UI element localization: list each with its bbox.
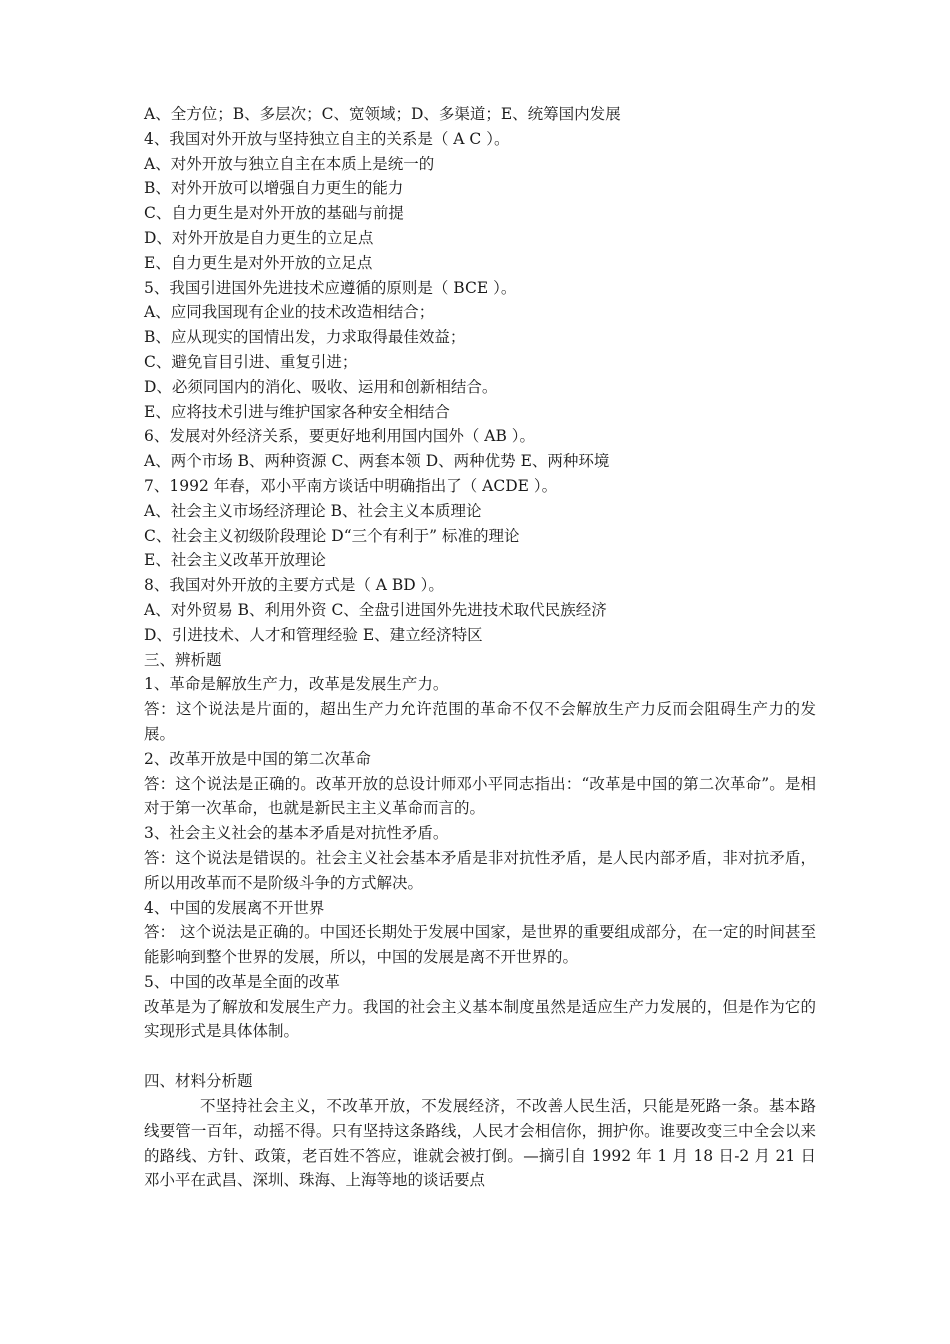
material-analysis-section bbox=[144, 1069, 816, 1193]
option-line: B、对外开放可以增强自力更生的能力 bbox=[144, 179, 404, 198]
section-3-heading: 三、辨析题 bbox=[144, 650, 222, 669]
analysis-answer-1: 答：这个说法是片面的，超出生产力允许范围的革命不仅不会解放生产力反而会阻碍生产力的发展。 bbox=[144, 700, 816, 743]
analysis-title-2: 2、改革开放是中国的第二次革命 bbox=[144, 749, 371, 768]
analysis-answer-3: 答：这个说法是错误的。社会主义社会基本矛盾是非对抗性矛盾，是人民内部矛盾，非对抗矛盾，所以用改革而不是阶级斗争的方式解决。 bbox=[144, 848, 816, 892]
analysis-title-3: 3、社会主义社会的基本矛盾是对抗性矛盾。 bbox=[144, 824, 449, 843]
question-6: 6、发展对外经济关系，要更好地利用国内国外（ AB ）。 bbox=[144, 427, 536, 446]
option-line: C、避免盲目引进、重复引进； bbox=[144, 352, 358, 371]
option-line: C、社会主义初级阶段理论 D“三个有利于” 标准的理论 bbox=[144, 526, 520, 545]
analysis-title-1: 1、革命是解放生产力，改革是发展生产力。 bbox=[144, 675, 449, 694]
spacer bbox=[144, 1044, 816, 1069]
analysis-title-4: 4、中国的发展离不开世界 bbox=[144, 898, 325, 917]
option-line: E、应将技术引进与维护国家各种安全相结合 bbox=[144, 402, 450, 421]
option-line: A、应同我国现有企业的技术改造相结合； bbox=[144, 303, 435, 322]
question-block bbox=[144, 102, 816, 697]
analysis-block bbox=[144, 697, 816, 1044]
option-line: B、应从现实的国情出发，力求取得最佳效益； bbox=[144, 328, 466, 347]
question-5: 5、我国引进国外先进技术应遵循的原则是（ BCE ）。 bbox=[144, 278, 517, 297]
option-line: A、社会主义市场经济理论 B、社会主义本质理论 bbox=[144, 501, 482, 520]
option-line: D、必须同国内的消化、吸收、运用和创新相结合。 bbox=[144, 377, 498, 396]
options-line-q3: A、全方位；B、多层次；C、宽领域；D、多渠道；E、统筹国内发展 bbox=[144, 105, 621, 123]
option-line: A、对外开放与独立自主在本质上是统一的 bbox=[144, 154, 435, 173]
analysis-answer-2: 答：这个说法是正确的。改革开放的总设计师邓小平同志指出：“改革是中国的第二次革命”。是相对于第一次革命，也就是新民主主义革命而言的。 bbox=[144, 774, 816, 818]
analysis-answer-5: 改革是为了解放和发展生产力。我国的社会主义基本制度虽然是适应生产力发展的，但是作为它的实现形式是具体体制。 bbox=[144, 997, 816, 1041]
document-page bbox=[144, 102, 816, 1193]
question-4: 4、我国对外开放与坚持独立自主的关系是（ A C ）。 bbox=[144, 129, 510, 148]
option-line: E、社会主义改革开放理论 bbox=[144, 551, 326, 570]
option-line: D、引进技术、人才和管理经验 E、建立经济特区 bbox=[144, 625, 483, 644]
option-line: C、自力更生是对外开放的基础与前提 bbox=[144, 204, 404, 223]
material-paragraph: 不坚持社会主义，不改革开放，不发展经济，不改善人民生活，只能是死路一条。基本路线要管一百年，动摇不得。只有坚持这条路线，人民才会相信你，拥护你。谁要改变三中全会以来的路线、方针、政策，老百姓不答应，谁就会被打倒。—摘引自 1992 年 1 月 18 日-2 月 21 日邓小平在武昌、深圳、珠海、上海等地的谈话要点 bbox=[144, 1097, 816, 1190]
analysis-title-5: 5、中国的改革是全面的改革 bbox=[144, 972, 340, 991]
analysis-answer-4: 答： 这个说法是正确的。中国还长期处于发展中国家，是世界的重要组成部分，在一定的时间甚至能影响到整个世界的发展，所以，中国的发展是离不开世界的。 bbox=[144, 923, 816, 967]
option-line: A、两个市场 B、两种资源 C、两套本领 D、两种优势 E、两种环境 bbox=[144, 452, 610, 471]
section-4-heading: 四、材料分析题 bbox=[144, 1072, 253, 1091]
question-7: 7、1992 年春，邓小平南方谈话中明确指出了（ ACDE ）。 bbox=[144, 476, 558, 495]
option-line: A、对外贸易 B、利用外资 C、全盘引进国外先进技术取代民族经济 bbox=[144, 600, 607, 619]
option-line: D、对外开放是自力更生的立足点 bbox=[144, 228, 374, 247]
option-line: E、自力更生是对外开放的立足点 bbox=[144, 253, 373, 272]
question-8: 8、我国对外开放的主要方式是（ A BD ）。 bbox=[144, 576, 444, 595]
